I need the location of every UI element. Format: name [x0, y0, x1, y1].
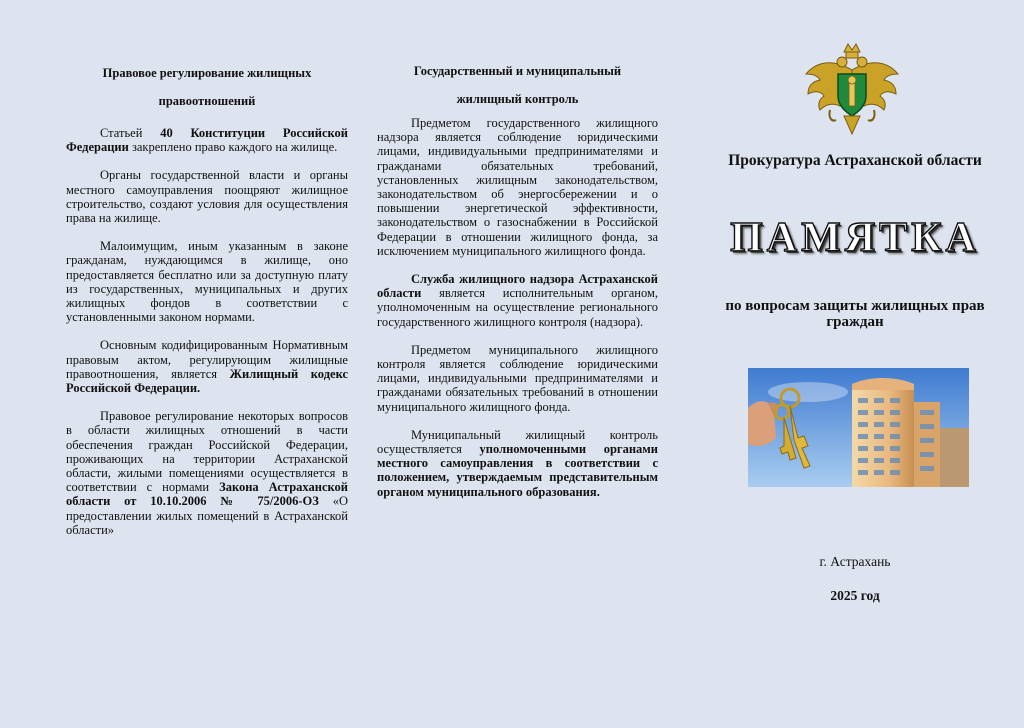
city-label: г. Астрахань: [819, 554, 891, 569]
heading-legal-regulation-line1: Правовое регулирование жилищных: [102, 66, 312, 80]
prosecutor-emblem-icon: [802, 40, 902, 138]
paragraph-low-income: Малоимущим, иным указанным в законе гражданам, нуждающимся в жилище, оно предоставляется бесплатно или за доступную плату из государственных, муниципальных и других жилищных фондов в соответствии с установленными законом нормами.: [66, 239, 348, 325]
paragraph-regional-law: Правовое регулирование некоторых вопросов в области жилищных отношений в части обеспечения граждан Российской Федерации, проживающих на территории Астраханской области, жилыми помещениями осуществляется в соответствии с нормами Закона Астраханской области от 10.10.2006 № 75/2006-ОЗ «О предоставлении жилых помещений в Астраханской области»: [66, 409, 349, 537]
heading-housing-control-line2: жилищный контроль: [456, 92, 579, 106]
column-housing-control: [377, 64, 658, 499]
keys-building-image: [748, 368, 969, 487]
paragraph-state-supervision: Предметом государственного жилищного надзора является соблюдение юридическими лицами, индивидуальными предпринимателями и гражданами обязательных требований, установленных жилищным законодательством, законодательством об энергосбережении и о повышении энергетической эффективности, законодательством о газоснабжении в Российской Федерации в отношении жилищного фонда, за исключением муниципального жилищного фонда.: [377, 116, 658, 258]
document-subtitle: по вопросам защиты жилищных прав граждан: [725, 298, 985, 330]
paragraph-municipal-control-subject: Предметом муниципального жилищного контроля является соблюдение юридическими лицами, индивидуальными предпринимателями и гражданами обязательных требований в отношении муниципального жилищного фонда.: [377, 342, 658, 414]
document-title: ПАМЯТКА: [730, 215, 980, 261]
heading-housing-control-line1: Государственный и муниципальный: [413, 64, 622, 78]
heading-legal-regulation-line2: правоотношений: [158, 94, 256, 108]
column-cover: [720, 40, 990, 604]
column-legal-regulation: [66, 66, 348, 537]
paragraph-housing-code: Основным кодифицированным Нормативным правовым актом, регулирующим жилищные правоотношения, является Жилищный кодекс Российской Федерации.: [66, 338, 349, 396]
paragraph-authorities: Органы государственной власти и органы местного самоуправления поощряют жилищное строительство, создают условия для осуществления права на жилище.: [66, 168, 348, 226]
paragraph-constitution: Статьей 40 Конституции Российской Федерации закреплено право каждого на жилище.: [66, 126, 348, 155]
year-label: 2025 год: [830, 588, 880, 603]
paragraph-supervision-service: Служба жилищного надзора Астраханской области является исполнительным органом, уполномоченным на осуществление регионального государственного жилищного контроля (надзора).: [377, 272, 658, 329]
paragraph-municipal-control: Муниципальный жилищный контроль осуществляется уполномоченными органами местного самоуправления в соответствии с положением, утверждаемым представительным органом муниципального образования.: [377, 427, 658, 499]
organization-name: Прокуратура Астраханской области: [728, 152, 982, 169]
